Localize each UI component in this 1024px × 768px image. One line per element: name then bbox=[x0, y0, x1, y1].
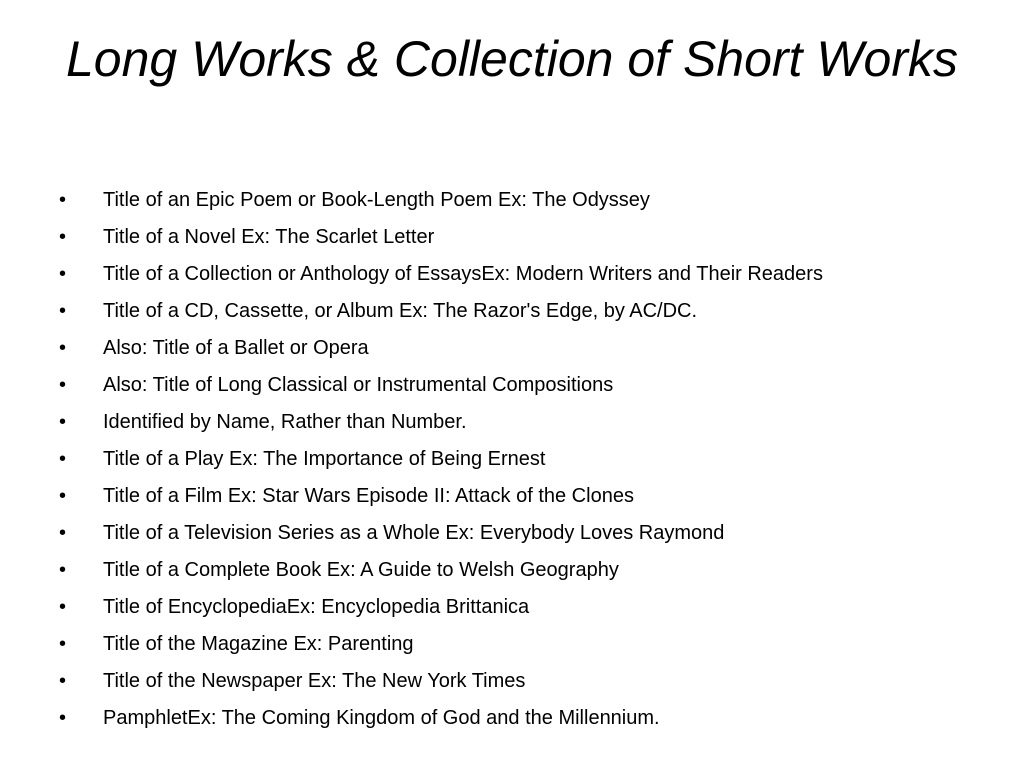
list-item-text: Title of a CD, Cassette, or Album Ex: The Razor's Edge, by AC/DC. bbox=[103, 300, 698, 322]
list-item bbox=[56, 480, 986, 517]
bullet-icon: • bbox=[59, 596, 67, 618]
list-item-text: PamphletEx: The Coming Kingdom of God and the Millennium. bbox=[103, 707, 660, 729]
bullet-icon: • bbox=[59, 411, 67, 433]
list-item bbox=[56, 406, 986, 443]
list-item bbox=[56, 517, 986, 554]
list-item-text: Title of a Play Ex: The Importance of Being Ernest bbox=[103, 448, 546, 470]
list-item bbox=[56, 554, 986, 591]
bullet-icon: • bbox=[59, 189, 67, 211]
list-item-text: Title of a Complete Book Ex: A Guide to Welsh Geography bbox=[103, 559, 619, 581]
list-item-text: Also: Title of Long Classical or Instrumental Compositions bbox=[103, 374, 614, 396]
list-item bbox=[56, 369, 986, 406]
bullet-icon: • bbox=[59, 707, 67, 729]
list-item bbox=[56, 591, 986, 628]
list-item-text: Title of a Film Ex: Star Wars Episode II: Attack of the Clones bbox=[103, 485, 634, 507]
list-item-text: Title of EncyclopediaEx: Encyclopedia Brittanica bbox=[103, 596, 530, 618]
bullet-icon: • bbox=[59, 374, 67, 396]
list-item-text: Title of the Newspaper Ex: The New York Times bbox=[103, 670, 526, 692]
list-item bbox=[56, 184, 986, 221]
list-item bbox=[56, 221, 986, 258]
list-item bbox=[56, 332, 986, 369]
list-item bbox=[56, 295, 986, 332]
list-item-text: Title of a Television Series as a Whole Ex: Everybody Loves Raymond bbox=[103, 522, 725, 544]
bullet-icon: • bbox=[59, 226, 67, 248]
list-item-text: Identified by Name, Rather than Number. bbox=[103, 411, 467, 433]
list-item-text: Title of the Magazine Ex: Parenting bbox=[103, 633, 414, 655]
list-item bbox=[56, 665, 986, 702]
list-item bbox=[56, 258, 986, 295]
bullet-icon: • bbox=[59, 300, 67, 322]
bullet-icon: • bbox=[59, 559, 67, 581]
list-item-text: Also: Title of a Ballet or Opera bbox=[103, 337, 369, 359]
list-item bbox=[56, 443, 986, 480]
bullet-icon: • bbox=[59, 263, 67, 285]
list-item bbox=[56, 702, 986, 739]
bullet-icon: • bbox=[59, 485, 67, 507]
bullet-icon: • bbox=[59, 522, 67, 544]
bullet-list bbox=[56, 184, 986, 739]
bullet-icon: • bbox=[59, 633, 67, 655]
list-item bbox=[56, 628, 986, 665]
bullet-icon: • bbox=[59, 670, 67, 692]
bullet-icon: • bbox=[59, 337, 67, 359]
list-item-text: Title of a Novel Ex: The Scarlet Letter bbox=[103, 226, 435, 248]
list-item-text: Title of a Collection or Anthology of EssaysEx: Modern Writers and Their Readers bbox=[103, 263, 823, 285]
list-item-text: Title of an Epic Poem or Book-Length Poem Ex: The Odyssey bbox=[103, 189, 650, 211]
slide-title: Long Works & Collection of Short Works bbox=[66, 31, 958, 87]
bullet-icon: • bbox=[59, 448, 67, 470]
